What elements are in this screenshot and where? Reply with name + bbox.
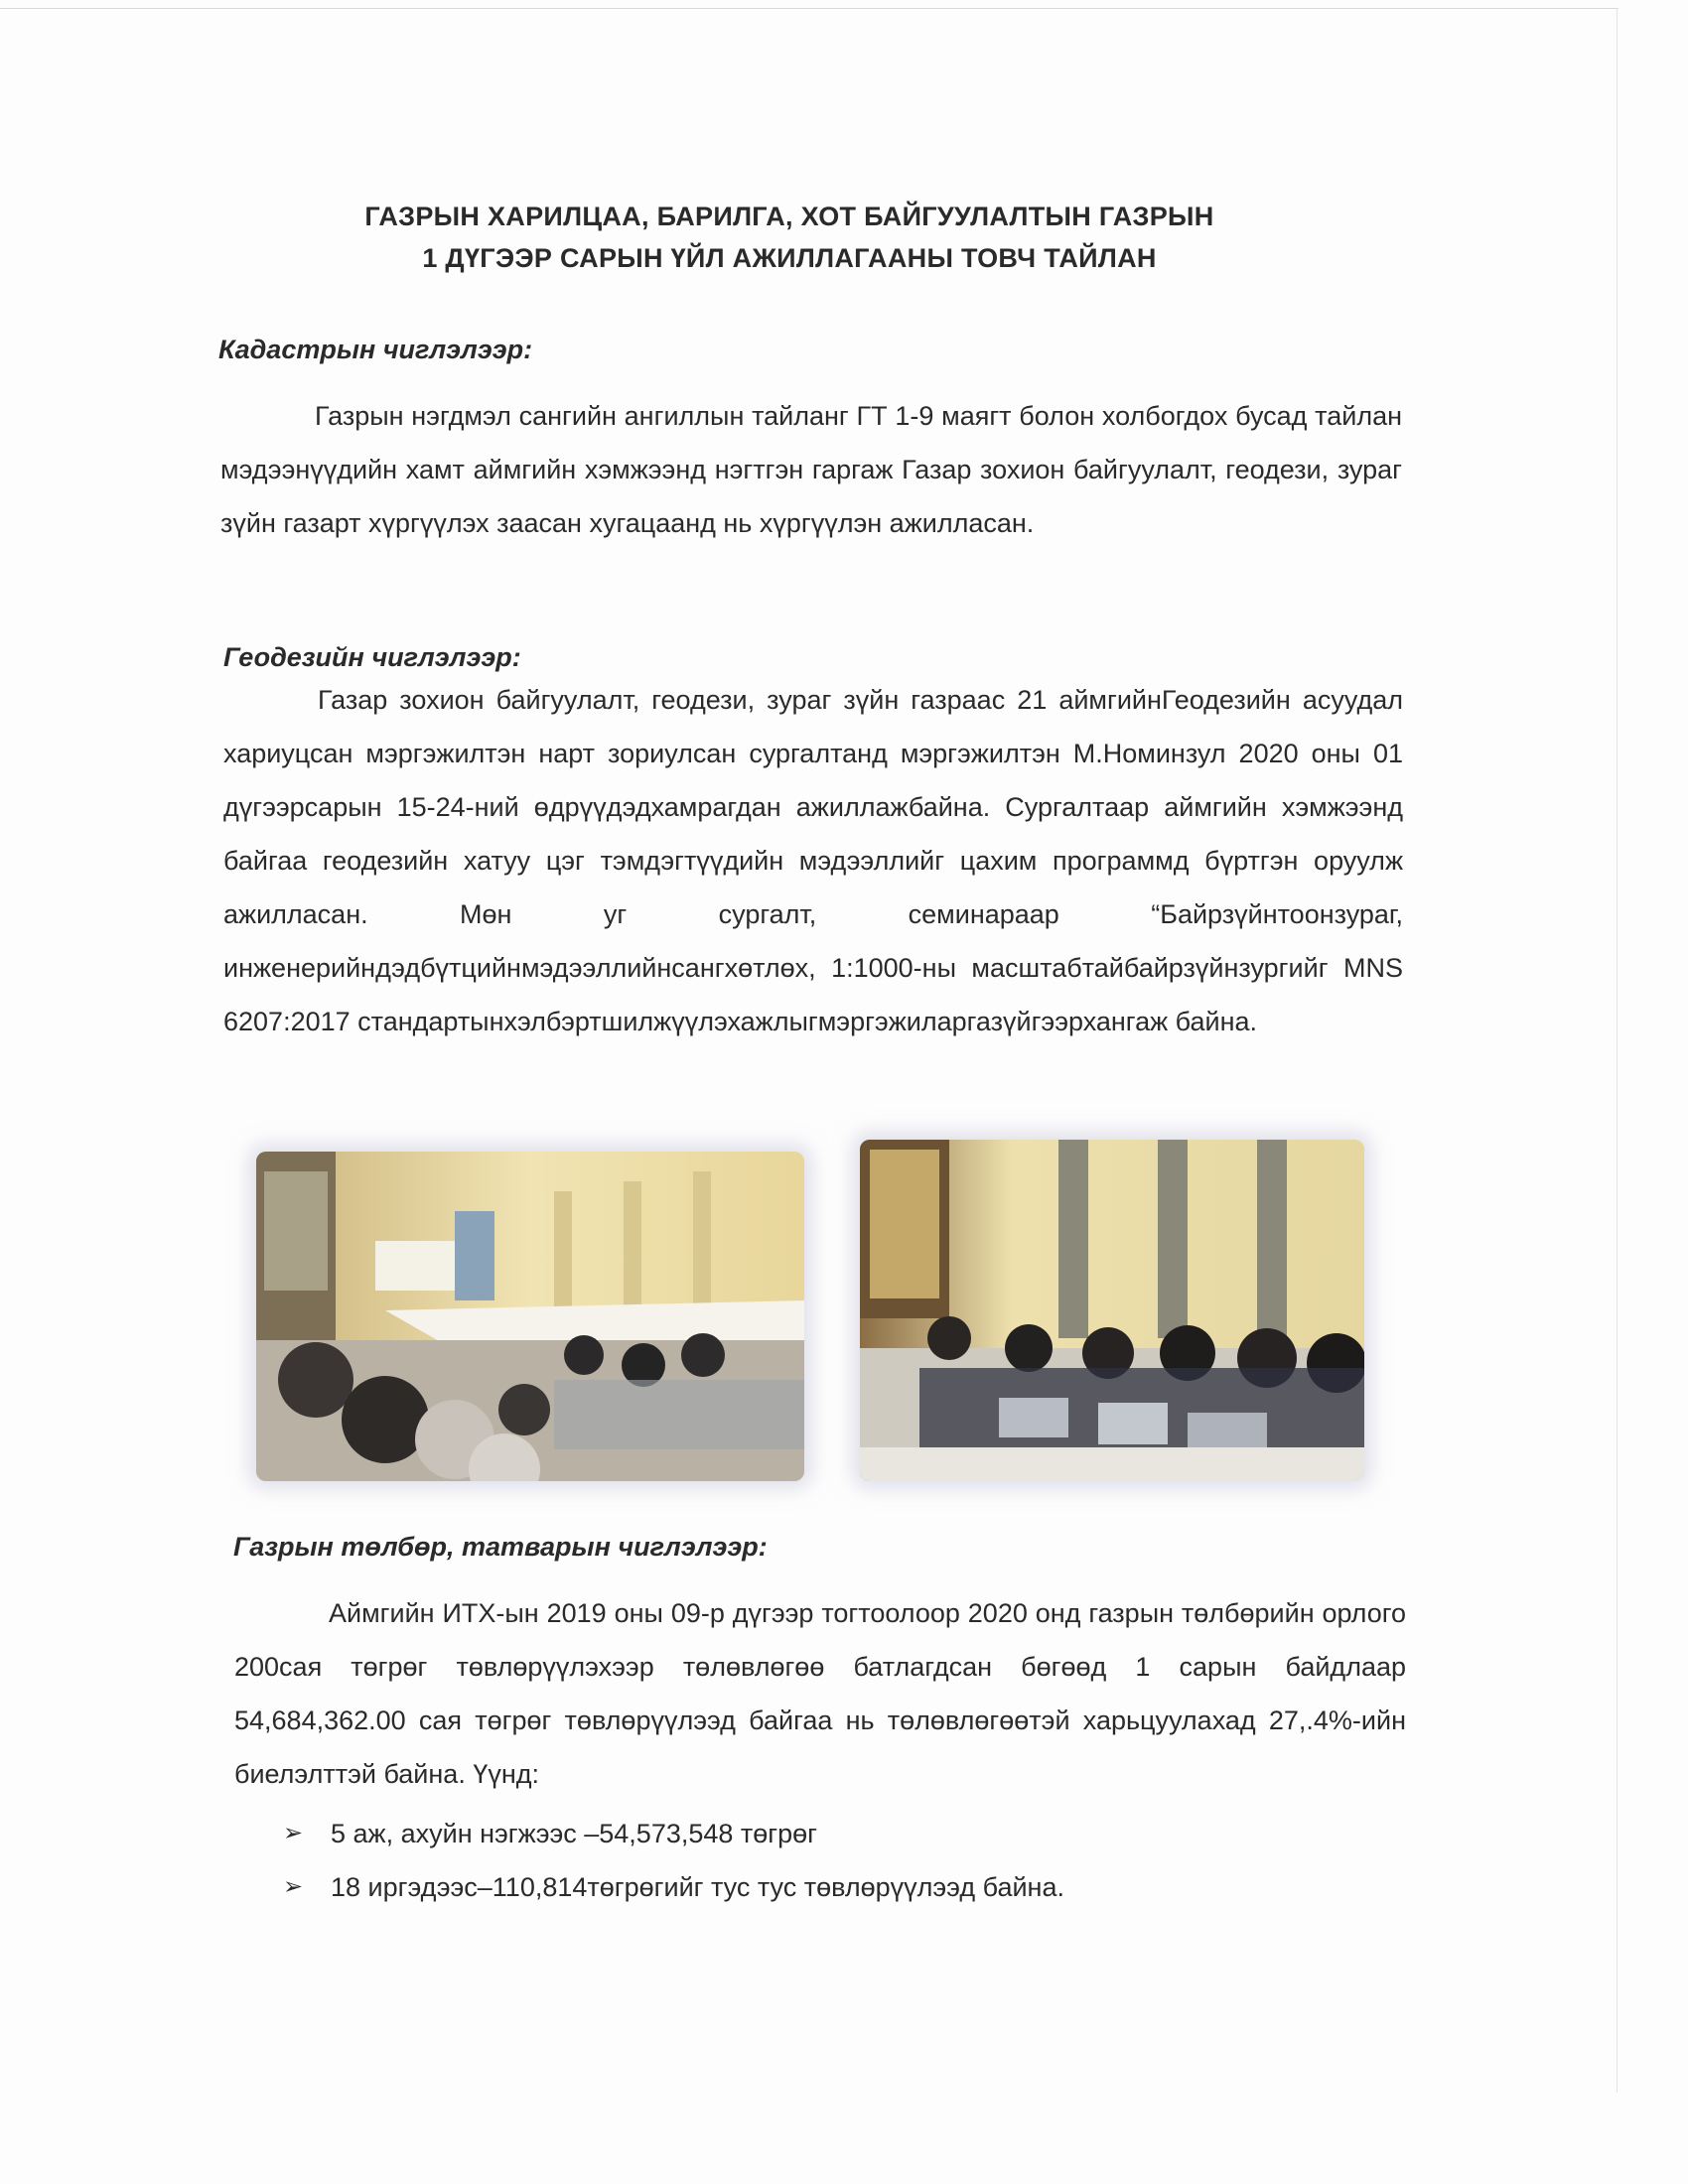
arrow-bullet-icon: ➢ (283, 1820, 304, 1846)
training-participants-photo-image (860, 1140, 1364, 1481)
cadastre-text: Газрын нэгдмэл сангийн ангиллын тайланг ГТ 1-9 маягт болон холбогдох бусад тайлан мэдээнүүдийн хамт аймгийн хэмжээнд нэгтгэн гаргаж Газар зохион байгуулалт, геодези, зураг зүйн газарт хүргүүлэх заасан хугацаанд нь хүргүүлэн ажилласан. (220, 401, 1402, 538)
cadastre-paragraph (220, 389, 1402, 550)
training-room-photo-image (256, 1152, 804, 1481)
list-item-text: 18 иргэдээс–110,814төгрөгийг тус тус төвлөрүүлээд байна. (331, 1872, 1064, 1902)
report-title-line-1: ГАЗРЫН ХАРИЛЦАА, БАРИЛГА, ХОТ БАЙГУУЛАЛТЫН ГАЗРЫН (364, 202, 1214, 231)
fee-bullet-list (283, 1807, 1375, 1914)
geodesy-paragraph (223, 673, 1403, 1048)
scan-edge-top (0, 8, 1618, 9)
arrow-bullet-icon: ➢ (283, 1873, 304, 1900)
list-item (283, 1807, 1375, 1860)
fee-heading: Газрын төлбөр, татварын чиглэлээр: (233, 1532, 768, 1562)
list-item (283, 1860, 1375, 1914)
training-participants-photo (860, 1140, 1364, 1481)
geodesy-heading: Геодезийн чиглэлээр: (223, 642, 521, 672)
fee-paragraph (234, 1586, 1406, 1801)
fee-text: Аймгийн ИТХ-ын 2019 оны 09-р дүгээр тогтоолоор 2020 онд газрын төлбөрийн орлого 200сая төгрөг төвлөрүүлэхээр төлөвлөгөө батлагдсан бөгөөд 1 сарын байдлаар 54,684,362.00 сая төгрөг төвлөрүүлээд байгаа нь төлөвлөгөөтэй харьцуулахад 27,.4%-ийн биелэлттэй байна. Үүнд: (234, 1598, 1406, 1789)
geodesy-text: Газар зохион байгуулалт, геодези, зураг зүйн газраас 21 аймгийнГеодезийн асуудал хариуцсан мэргэжилтэн нарт зориулсан сургалтанд мэргэжилтэн М.Номинзул 2020 оны 01 дүгээрсарын 15-24-ний өдрүүдэдхамрагдан ажиллажбайна. Сургалтаар аймгийн хэмжээнд байгаа геодезийн хатуу цэг тэмдэгтүүдийн мэдээллийг цахим программд бүртгэн оруулж ажилласан. Мөн уг сургалт, семинараар “Байрзүйнтоонзураг, инженерийндэдбүтцийнмэдээллийнсангхөтлөх, 1:1000-ны масштабтайбайрзүйнзургийг MNS 6207:2017 стандартынхэлбэртшилжүүлэхажлыгмэргэжиларгазүйгээрхангаж байна. (223, 685, 1403, 1036)
report-title-line-2: 1 ДҮГЭЭР САРЫН ҮЙЛ АЖИЛЛАГААНЫ ТОВЧ ТАЙЛАН (422, 243, 1157, 273)
training-room-photo (256, 1152, 804, 1481)
list-item-text: 5 аж, ахуйн нэгжээс –54,573,548 төгрөг (331, 1819, 818, 1848)
scan-edge-right (1617, 8, 1618, 2093)
cadastre-heading: Кадастрын чиглэлээр: (218, 335, 533, 364)
